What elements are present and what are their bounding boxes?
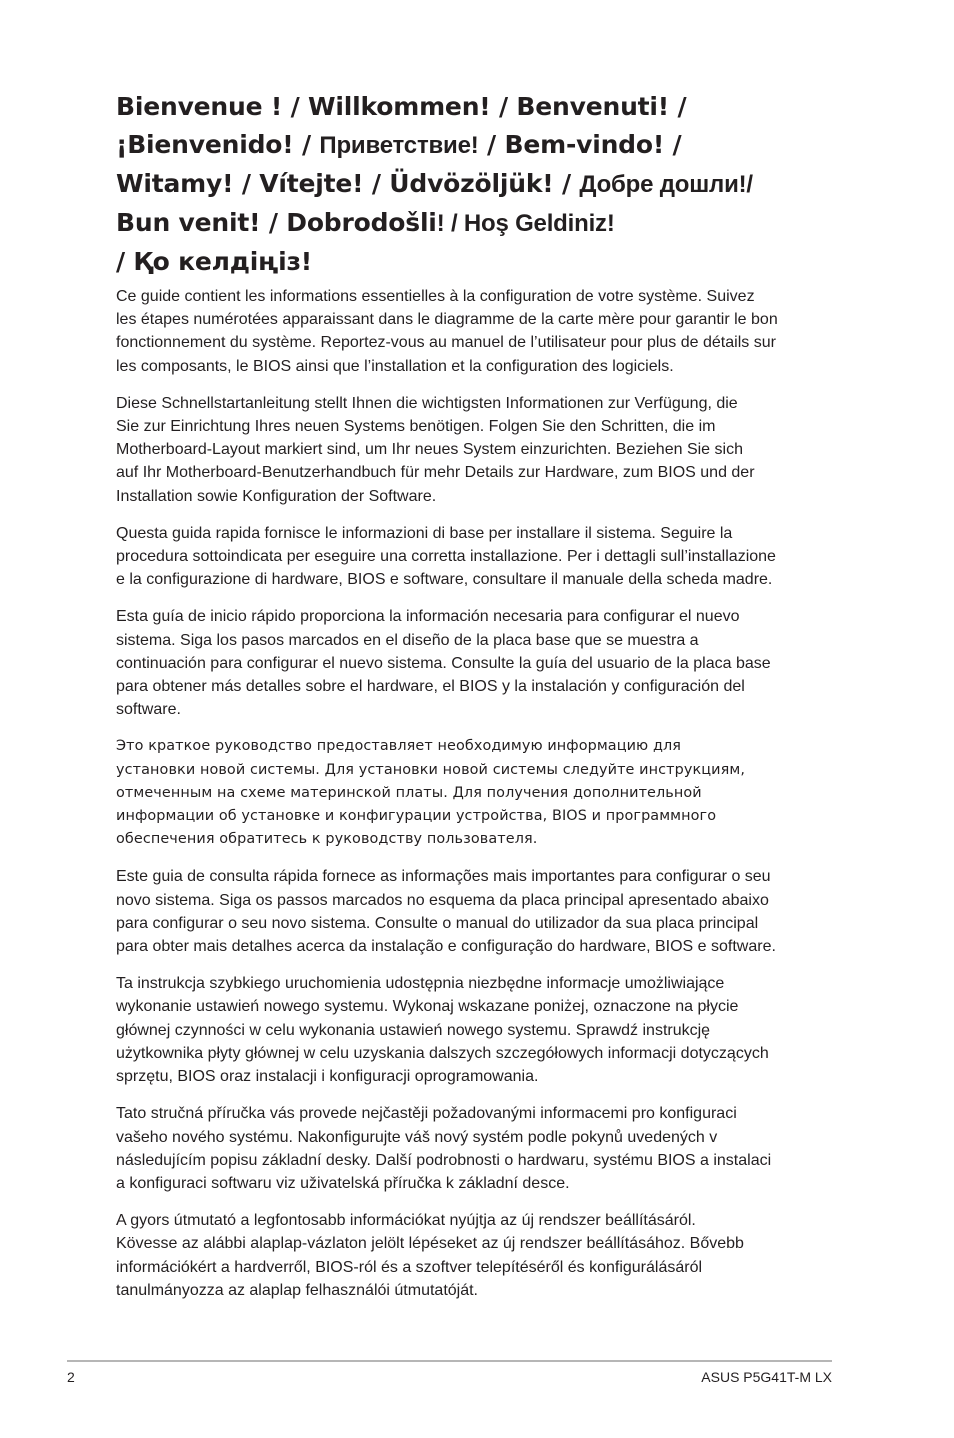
body-text xyxy=(116,285,838,1316)
paragraph-czech: Tato stručná příručka vás provede nejčastěji požadovanými informacemi pro konfiguraci vašeho nového systému. Nakonfigurujte váš nový systém podle pokynů uvedených v následujícím popisu základní desky. Další podrobnosti o hardwaru, systému BIOS a instalaci a konfiguraci softwaru viz uživatelská příručka k základní desce. xyxy=(116,1105,772,1192)
product-model: ASUS P5G41T-M LX xyxy=(701,1369,832,1385)
paragraph-german: Diese Schnellstartanleitung stellt Ihnen die wichtigsten Informationen zur Verfügung, die Sie zur Einrichtung Ihres neuen Systems benötigen. Folgen Sie den Schritten, die im Motherboard-Layout markiert sind, um Ihr neues System einzurichten. Beziehen Sie sich auf Ihr Motherboard-Benutzerhandbuch für mehr Details zur Hardware, zum BIOS und der Installation sowie Konfiguration der Software. xyxy=(116,394,755,505)
paragraph-polish: Ta instrukcja szybkiego uruchomienia udostępnia niezbędne informacje umożliwiające wykonanie ustawień nowego systemu. Wykonaj wskazane poniżej, oznaczone na płycie głównej czynności w celu wykonania ustawień nowego systemu. Sprawdź instrukcję użytkownika płyty głównej w celu uzyskania dalszych szczegółowych informacji dotyczących sprzętu, BIOS oraz instalacji i konfiguracji oprogramowania. xyxy=(116,975,769,1086)
heading-line-4: Bun venit! / Dobrodošli! / Hoş Geldiniz! xyxy=(116,208,615,237)
paragraph-russian: Это краткое руководство предоставляет необходимую информацию для установки новой системы. Для установки новой системы следуйте инструкциям, отмеченным на схеме материнской платы. Для получения дополнительной информации об установке и конфигурации устройства, BIOS и программного обеспечения обратитесь к руководству пользователя. xyxy=(116,738,746,848)
page-number: 2 xyxy=(67,1369,75,1385)
heading-line-3: Witamy! / Vítejte! / Üdvözöljük! / Добре дошли!/ xyxy=(116,169,753,198)
paragraph-french: Ce guide contient les informations essentielles à la configuration de votre système. Suivez les étapes numérotées apparaissant dans le diagramme de la carte mère pour garantir le bon fonctionnement du système. Reportez-vous au manuel de l’utilisateur pour plus de détails sur les composants, le BIOS ainsi que l’installation et la configuration des logiciels. xyxy=(116,288,778,375)
welcome-heading xyxy=(116,88,856,281)
paragraph-hungarian: A gyors útmutató a legfontosabb információkat nyújtja az új rendszer beállításáról. Kövesse az alábbi alaplap-vázlaton jelölt lépéseket az új rendszer beállításához. Bővebb információkért a hardverről, BIOS-ról és a szoftver telepítéséről és konfigurálásáról tanulmányozza az alaplap felhasználói útmutatóját. xyxy=(116,1212,744,1299)
paragraph-portuguese: Este guia de consulta rápida fornece as informações mais importantes para configurar o seu novo sistema. Siga os passos marcados no esquema da placa principal apresentado abaixo para configurar o seu novo sistema. Consulte o manual do utilizador da sua placa principal para obter mais detalhes acerca da instalação e configuração do hardware, BIOS e software. xyxy=(116,868,776,956)
heading-line-5: / Қо келдіңіз! xyxy=(116,247,312,276)
paragraph-spanish: Esta guía de inicio rápido proporciona la información necesaria para configurar el nuevo sistema. Siga los pasos marcados en el diseño de la placa base que se muestra a continuación para configurar el nuevo sistema. Consulte la guía del usuario de la placa base para obtener más detalles sobre el hardware, el BIOS y la instalación y configuración del software. xyxy=(116,608,771,719)
heading-line-2: ¡Bienvenido! / Приветствие! / Bem-vindo! / xyxy=(116,130,682,159)
heading-line-1: Bienvenue ! / Willkommen! / Benvenuti! / xyxy=(116,92,687,121)
footer-divider xyxy=(67,1360,832,1362)
paragraph-italian: Questa guida rapida fornisce le informazioni di base per installare il sistema. Seguire la procedura sottoindicata per eseguire una corretta installazione. Per i dettagli sull’installazione e la configurazione di hardware, BIOS e software, consultare il manuale della scheda madre. xyxy=(116,524,776,589)
